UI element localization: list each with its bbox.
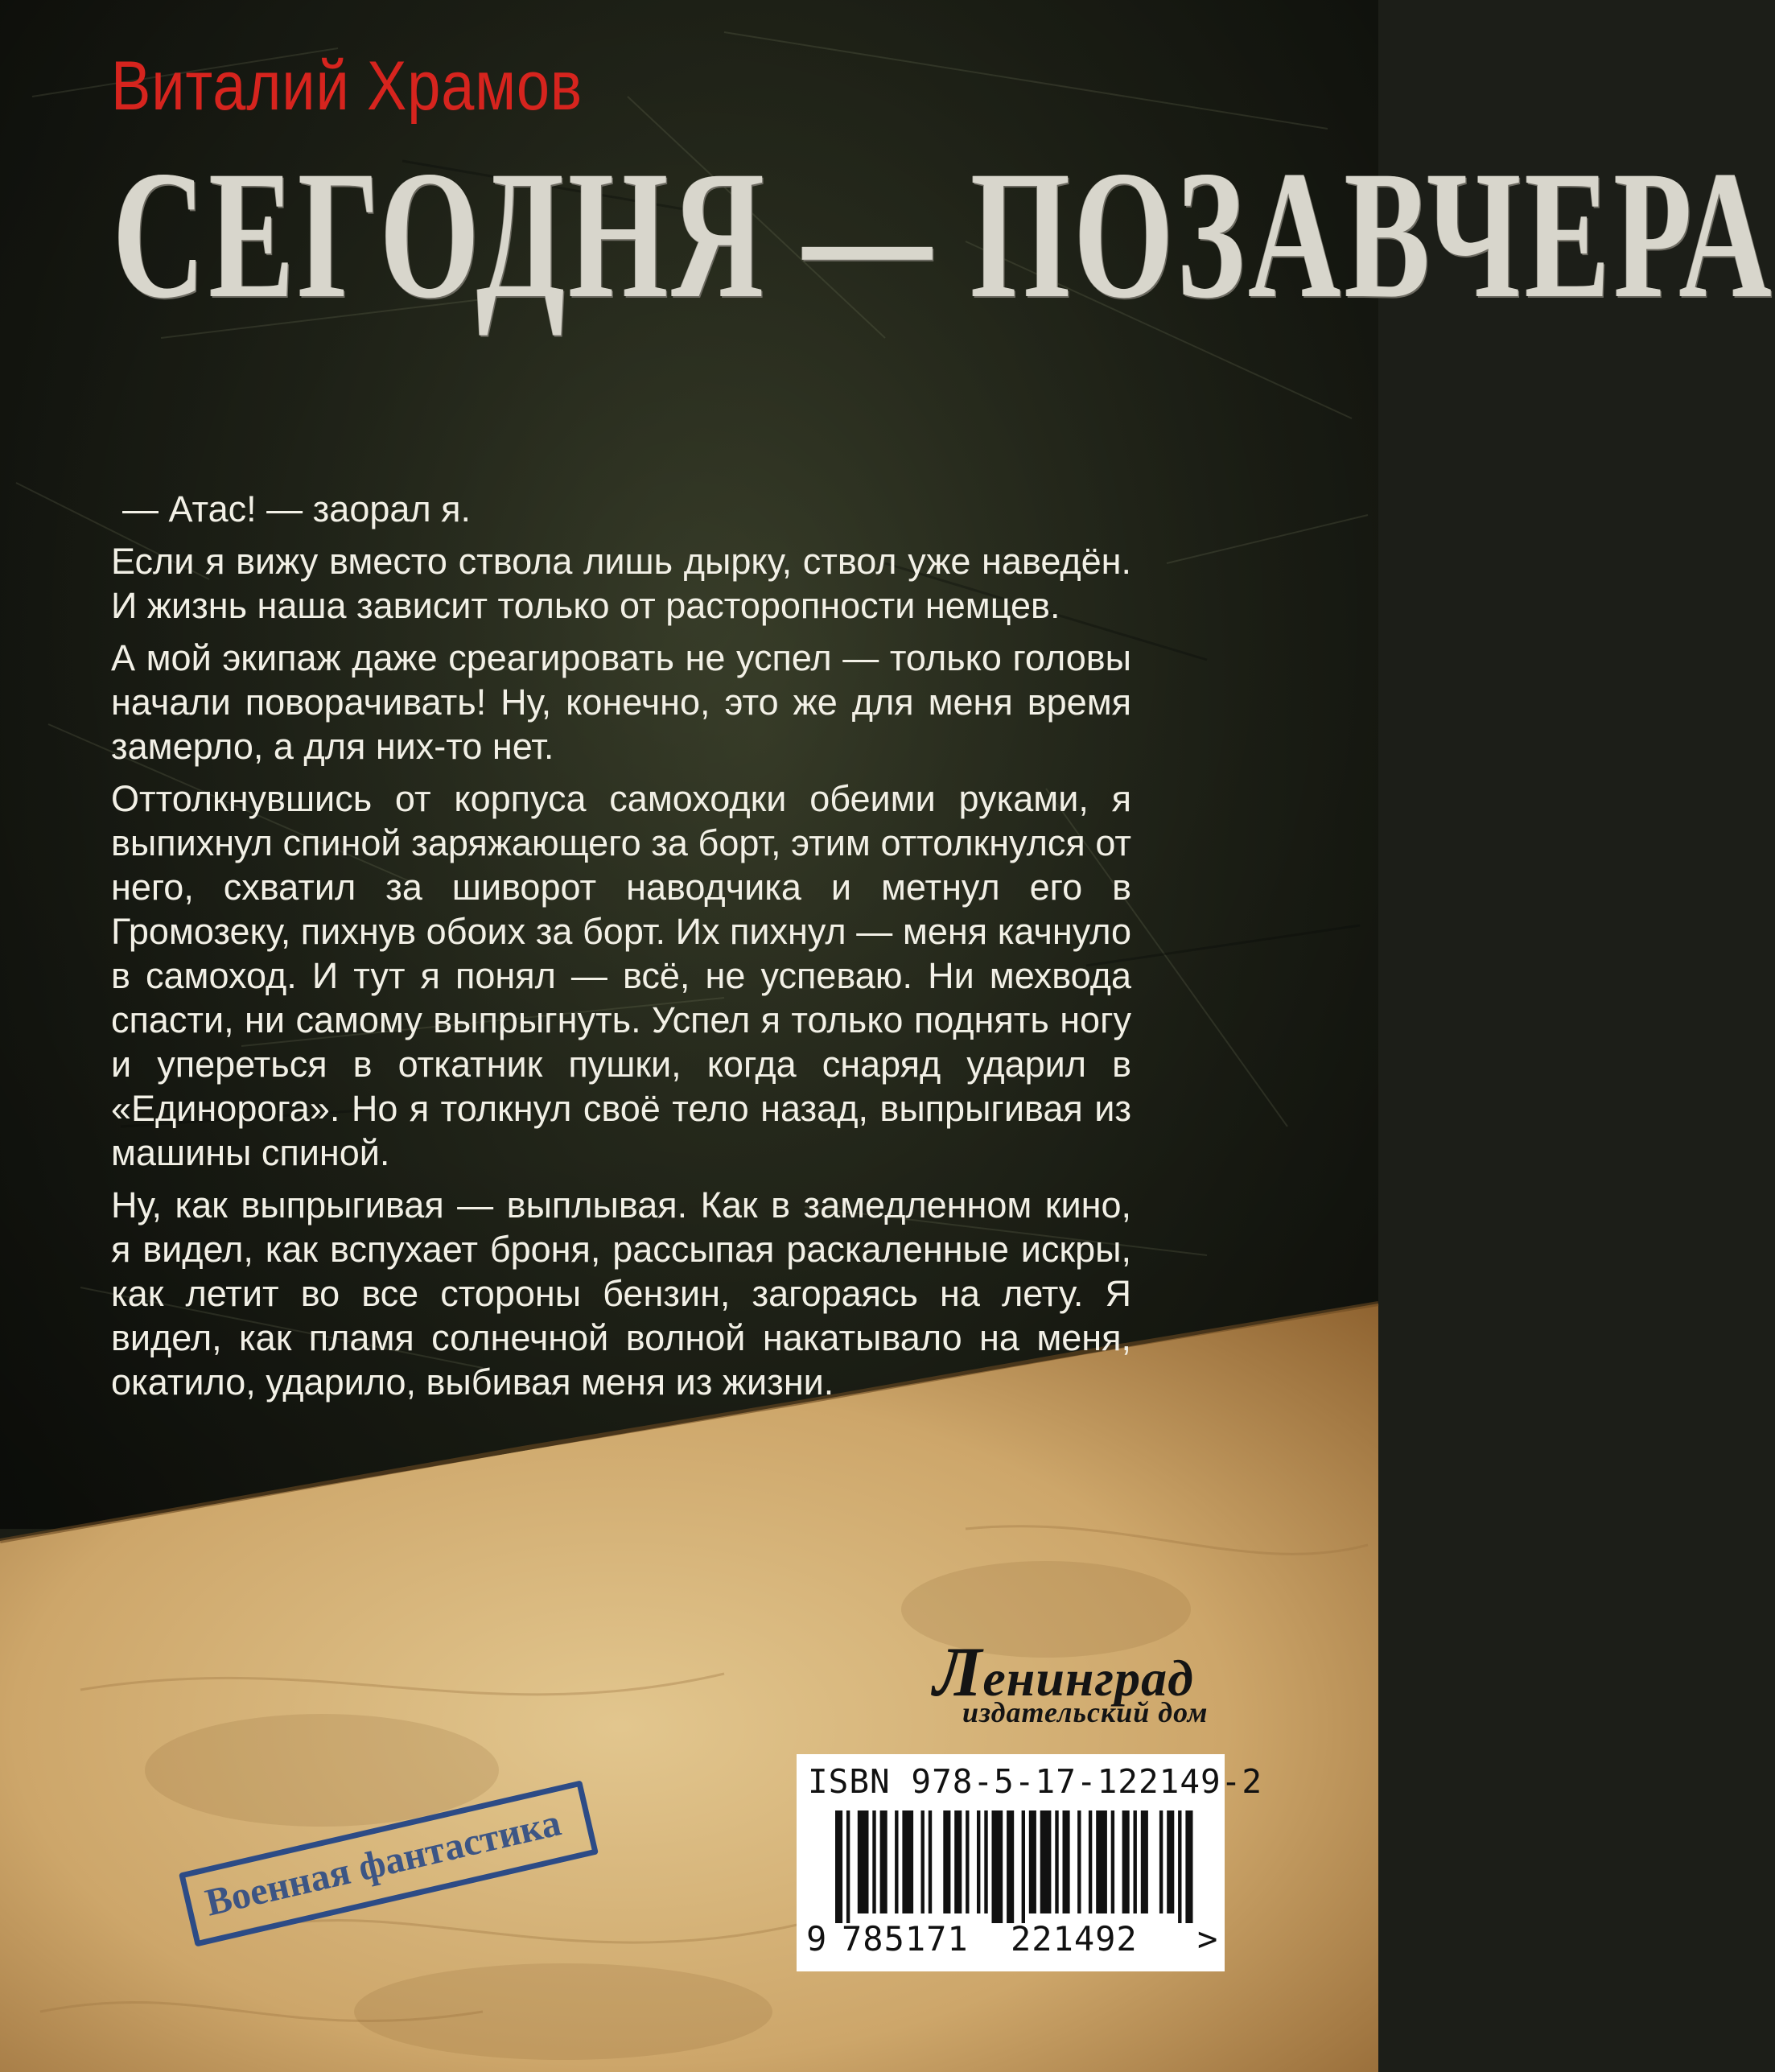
- barcode-bar: [954, 1810, 962, 1913]
- barcode-bar: [1159, 1810, 1163, 1913]
- annotation-paragraph: Если я вижу вместо ствола лишь дырку, ствол уже наведён. И жизнь наша зависит только от расторопности немцев.: [111, 541, 1131, 626]
- barcode-bar: [1111, 1810, 1114, 1913]
- barcode-bar: [992, 1810, 1003, 1923]
- barcode-bar: [895, 1810, 898, 1913]
- annotation-paragraph: — Атас! — заорал я.: [122, 488, 472, 529]
- barcode-bar: [1122, 1810, 1130, 1913]
- barcode-bar: [943, 1810, 950, 1913]
- barcode-right-group: 221492: [1011, 1919, 1138, 1959]
- barcode-bar: [872, 1810, 875, 1913]
- barcode-bar: [921, 1810, 925, 1913]
- barcode-bar: [1022, 1810, 1025, 1923]
- barcode-bar: [984, 1810, 987, 1913]
- barcode-bar: [1007, 1810, 1014, 1923]
- annotation-paragraph: Оттолкнувшись от корпуса самоходки обеими руками, я выпихнул спиной заряжающего за борт, этим оттолкнулся от него, схватил за шиворот наводчика и метнул его в Громозеку, пихнув обоих за борт. Их пихнул — меня качнуло в самоход. И тут я понял — всё, не успеваю. Ни мехвода спасти, ни самому выпрыгнуть. Успел я только поднять ногу и упереться в откатник пушки, когда снаряд ударил в «Единорога». Но я толкнул своё тело назад, выпрыгивая из машины спиной.: [111, 778, 1131, 1173]
- barcode-bar: [1134, 1810, 1137, 1913]
- publisher-initial: Л: [933, 1633, 983, 1712]
- barcode-bar: [1077, 1810, 1081, 1913]
- barcode-bar: [880, 1810, 888, 1913]
- barcode-bar: [858, 1810, 869, 1913]
- barcode-bar: [1178, 1810, 1181, 1923]
- annotation-paragraph: А мой экипаж даже среагировать не успел — только головы начали поворачивать! Ну, конечно, это же для меня время замерло, а для них-то нет.: [111, 637, 1131, 767]
- annotation-paragraph: Ну, как выпрыгивая — выплывая. Как в замедленном кино, я видел, как вспухает броня, рассыпая раскаленные искры, как летит во все стороны бензин, загораясь на лету. Я видел, как пламя солнечной волной накатывало на меня, окатило, ударило, выбивая меня из жизни.: [111, 1184, 1131, 1403]
- barcode-bar: [846, 1810, 850, 1923]
- barcode-bar: [902, 1810, 913, 1913]
- barcode-bar: [1185, 1810, 1192, 1923]
- barcode-bar: [929, 1810, 932, 1913]
- publisher-logo: [933, 1633, 1223, 1729]
- author-name: Виталий Храмов: [111, 47, 583, 125]
- barcode-bar: [966, 1810, 969, 1913]
- barcode-bar: [1040, 1810, 1052, 1913]
- book-title: СЕГОДНЯ — ПОЗАВЧЕРА: [113, 134, 1775, 336]
- barcode-bar: [835, 1810, 842, 1923]
- barcode-bar: [977, 1810, 980, 1913]
- barcode-bar: [1055, 1810, 1058, 1913]
- annotation-text: [111, 487, 1131, 1412]
- barcode-bar: [1029, 1810, 1036, 1913]
- barcode-bar: [1167, 1810, 1174, 1913]
- publisher-name-rest: енинград: [982, 1650, 1194, 1707]
- barcode-bar: [1096, 1810, 1107, 1913]
- isbn-label: ISBN 978-5-17-122149-2: [808, 1762, 1263, 1801]
- genre-stamp-label: Военная фантастика: [201, 1801, 565, 1925]
- barcode-quiet-zone-marker: >: [1197, 1919, 1218, 1959]
- barcode-bars: [835, 1810, 1189, 1923]
- barcode-bar: [1089, 1810, 1092, 1913]
- publisher-subtitle: издательский дом: [962, 1696, 1209, 1728]
- barcode-bar: [1063, 1810, 1070, 1913]
- barcode-left-group: 785171: [842, 1919, 969, 1959]
- barcode-bar: [1141, 1810, 1148, 1913]
- isbn-barcode: [797, 1754, 1263, 1971]
- barcode-first-digit: 9: [806, 1919, 827, 1959]
